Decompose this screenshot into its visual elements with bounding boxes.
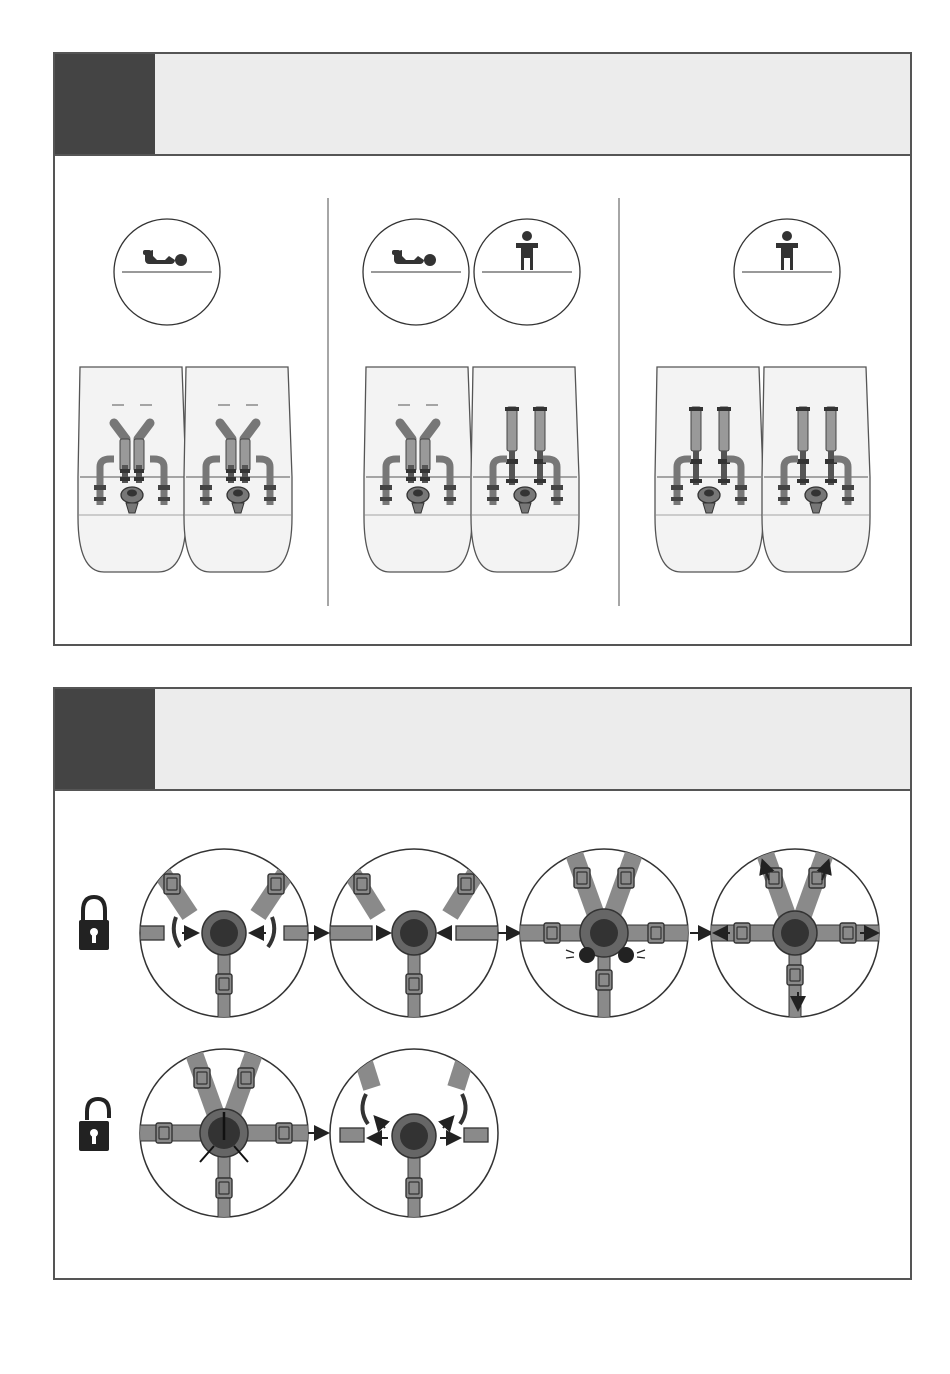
toddler-badge (734, 219, 840, 325)
seat-infant-harness (364, 367, 472, 572)
lock-open-icon (79, 1099, 109, 1151)
infant-badge (114, 219, 220, 325)
seat-toddler-harness (655, 367, 763, 572)
unlock-step-1 (135, 1048, 313, 1240)
seat-infant-harness (78, 367, 186, 572)
lock-step-4 (706, 848, 884, 1040)
lock-step-2 (330, 849, 498, 1040)
seat-toddler-harness (762, 367, 870, 572)
lock-closed-icon (79, 897, 109, 950)
seat-infant-harness (184, 367, 292, 572)
lock-step-1 (140, 849, 308, 1040)
toddler-badge (474, 219, 580, 325)
lock-step-3 (515, 848, 693, 1040)
infant-badge (363, 219, 469, 325)
unlock-step-2 (330, 1049, 498, 1240)
seat-toddler-harness (471, 367, 579, 572)
